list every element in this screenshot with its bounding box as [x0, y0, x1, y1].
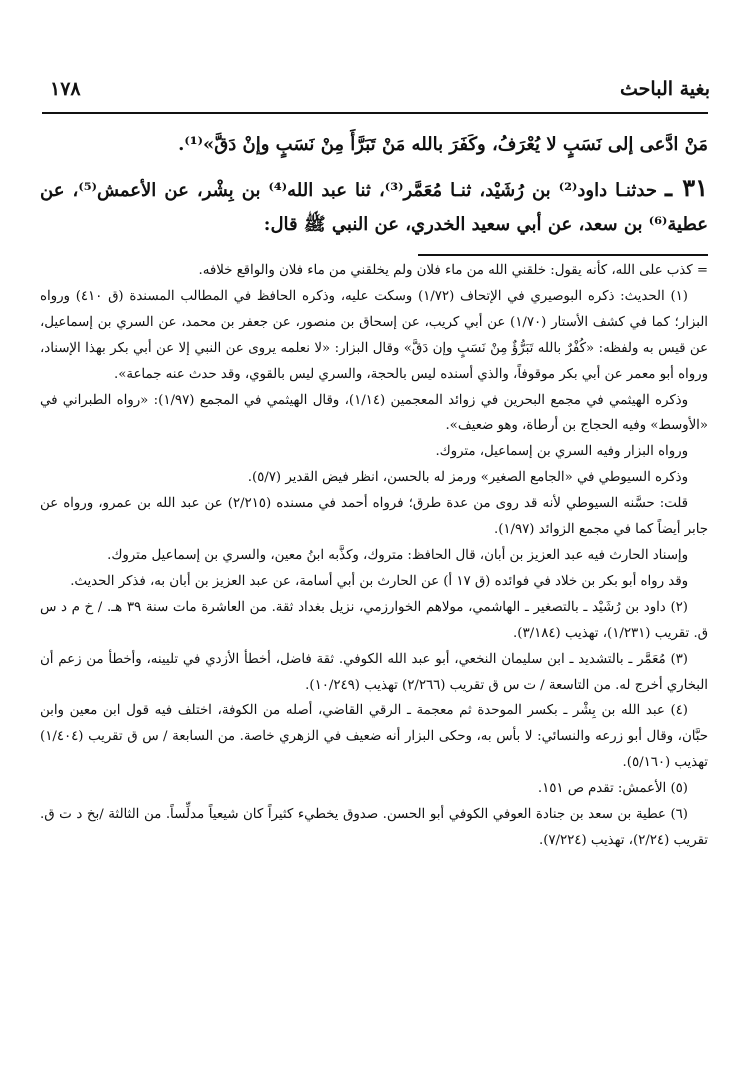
- footnote-2: (٢) داود بن رُشَيْد ـ بالتصغير ـ الهاشمي، مولاهم الخوارزمي، نزيل بغداد ثقة. من العاشرة مات سنة ٣٩ هـ. / خ م د س ق. تقريب (١/٢٣١)، تهذيب (٣/١٨٤).: [40, 599, 708, 641]
- footnote-3: (٣) مُعَمَّر ـ بالتشديد ـ ابن سليمان النخعي، أبو عبد الله الكوفي. ثقة فاضل، أخطأ الأزدي في تليينه، وأخطأ من زعم أن البخاري أخرج له. من التاسعة / ت س ق تقريب (٢/٢٦٦) تهذيب (١٠/٢٤٩).: [40, 651, 708, 693]
- hadith-31: [40, 171, 708, 242]
- footnote-5: (٥) الأعمش: تقدم ص ١٥١.: [537, 781, 688, 797]
- footnote-1: (١) الحديث: ذكره البوصيري في الإتحاف (١/٧٢) وسكت عليه، وذكره الحافظ في المطالب المسندة (ق ٤١٠) ورواه البزار؛ كما في كشف الأستار (١/٧٠) عن أبي كريب، عن إسحاق بن منصور، عن جعفر بن محمد، عن السري بن إسماعيل، عن قيس به ولفظه: «كُفْرٌ بالله تَبَرُّؤٌ مِنْ نَسَبٍ وإن دَقَّ» وقال البزار: «لا نعلمه يروى عن النبي إلا عن أبي بكر بهذا الإسناد، ورواه أبو معمر عن أبي بكر موقوفاً، والذي أسنده ليس بالحجة، والسري ليس بالقوي، وقد حدث عنه جماعة».: [40, 288, 708, 382]
- footnote-1-para-3: ورواه البزار وفيه السري بن إسماعيل، متروك.: [435, 444, 688, 460]
- footnote-1-para-6: وإسناد الحارث فيه عبد العزيز بن أبان، قال الحافظ: متروك، وكذَّبه ابنُ معين، والسري بن إسماعيل متروك.: [107, 547, 688, 563]
- footnote-1-para-4: وذكره السيوطي في «الجامع الصغير» ورمز له بالحسن، انظر فيض القدير (٥/٧).: [247, 470, 688, 486]
- footnote-1-para-2: وذكره الهيثمي في مجمع البحرين في زوائد المعجمين (١/١٤)، وقال الهيثمي في المجمع (١/٩٧): «رواه الطبراني في «الأوسط» وفيه الحجاج بن أرطاة، وهو ضعيف».: [40, 392, 708, 434]
- hadith-text: حدثنـا داود⁽²⁾ بن رُشَيْد، ثنـا مُعَمَّر⁽³⁾، ثنا عبد الله⁽⁴⁾ بن بِشْر، عن الأعمش⁽⁵⁾، عن عطية⁽⁶⁾ بن سعد، عن أبي سعيد الخدري، عن النبي ﷺ قال:: [40, 180, 708, 235]
- page-number: ١٧٨: [50, 78, 81, 100]
- footnote-1-para-5: قلت: حسَّنه السيوطي لأنه قد روى من عدة طرق؛ فرواه أحمد في مسنده (٢/٢١٥) عن عبد الله بن عمرو، ورواه عن جابر أيضاً كما في مجمع الزوائد (١/٩٧).: [40, 496, 708, 538]
- footnote-continuation: = كذب على الله، كأنه يقول: خلقني الله من ماء فلان ولم يخلقني من ماء فلان والواقع خلافه.: [198, 263, 708, 278]
- footnotes: [40, 258, 708, 854]
- hadith-number: ٣١ ـ: [665, 173, 709, 202]
- footnote-rule: [418, 254, 708, 256]
- footnote-4: (٤) عبد الله بن بِشْر ـ بكسر الموحدة ثم معجمة ـ الرقي القاضي، أصله من الكوفة، اختلف فيه قول ابن معين وابن حبَّان، وقال أبو زرعه والنسائي: لا بأس به، وحكى البزار أنه ضعيف في الزهري خاصة. من السابعة / س ق تقريب (١/٤٠٤) تهذيب (٥/١٦٠).: [40, 703, 708, 771]
- header-rule: [42, 112, 708, 114]
- main-text-line-1: مَنْ ادَّعى إلى نَسَبٍ لا يُعْرَفُ، وكَفَرَ بالله مَنْ تَبَرَّأَ مِنْ نَسَبٍ وإنْ دَقَّ»⁽¹⁾.: [178, 134, 708, 155]
- running-title: بغية الباحث: [620, 78, 710, 100]
- footnote-1-para-7: وقد رواه أبو بكر بن خلاد في فوائده (ق ١٧ أ) عن الحارث بن أبي أسامة، عن عبد العزيز بن أبان به، فذكر الحديث.: [70, 573, 688, 589]
- footnote-6: (٦) عطية بن سعد بن جنادة العوفي الكوفي أبو الحسن. صدوق يخطيء كثيراً كان شيعياً مدلِّساً. من الثالثة /بخ د ت ق. تقريب (٢/٢٤)، تهذيب (٧/٢٢٤).: [40, 807, 708, 848]
